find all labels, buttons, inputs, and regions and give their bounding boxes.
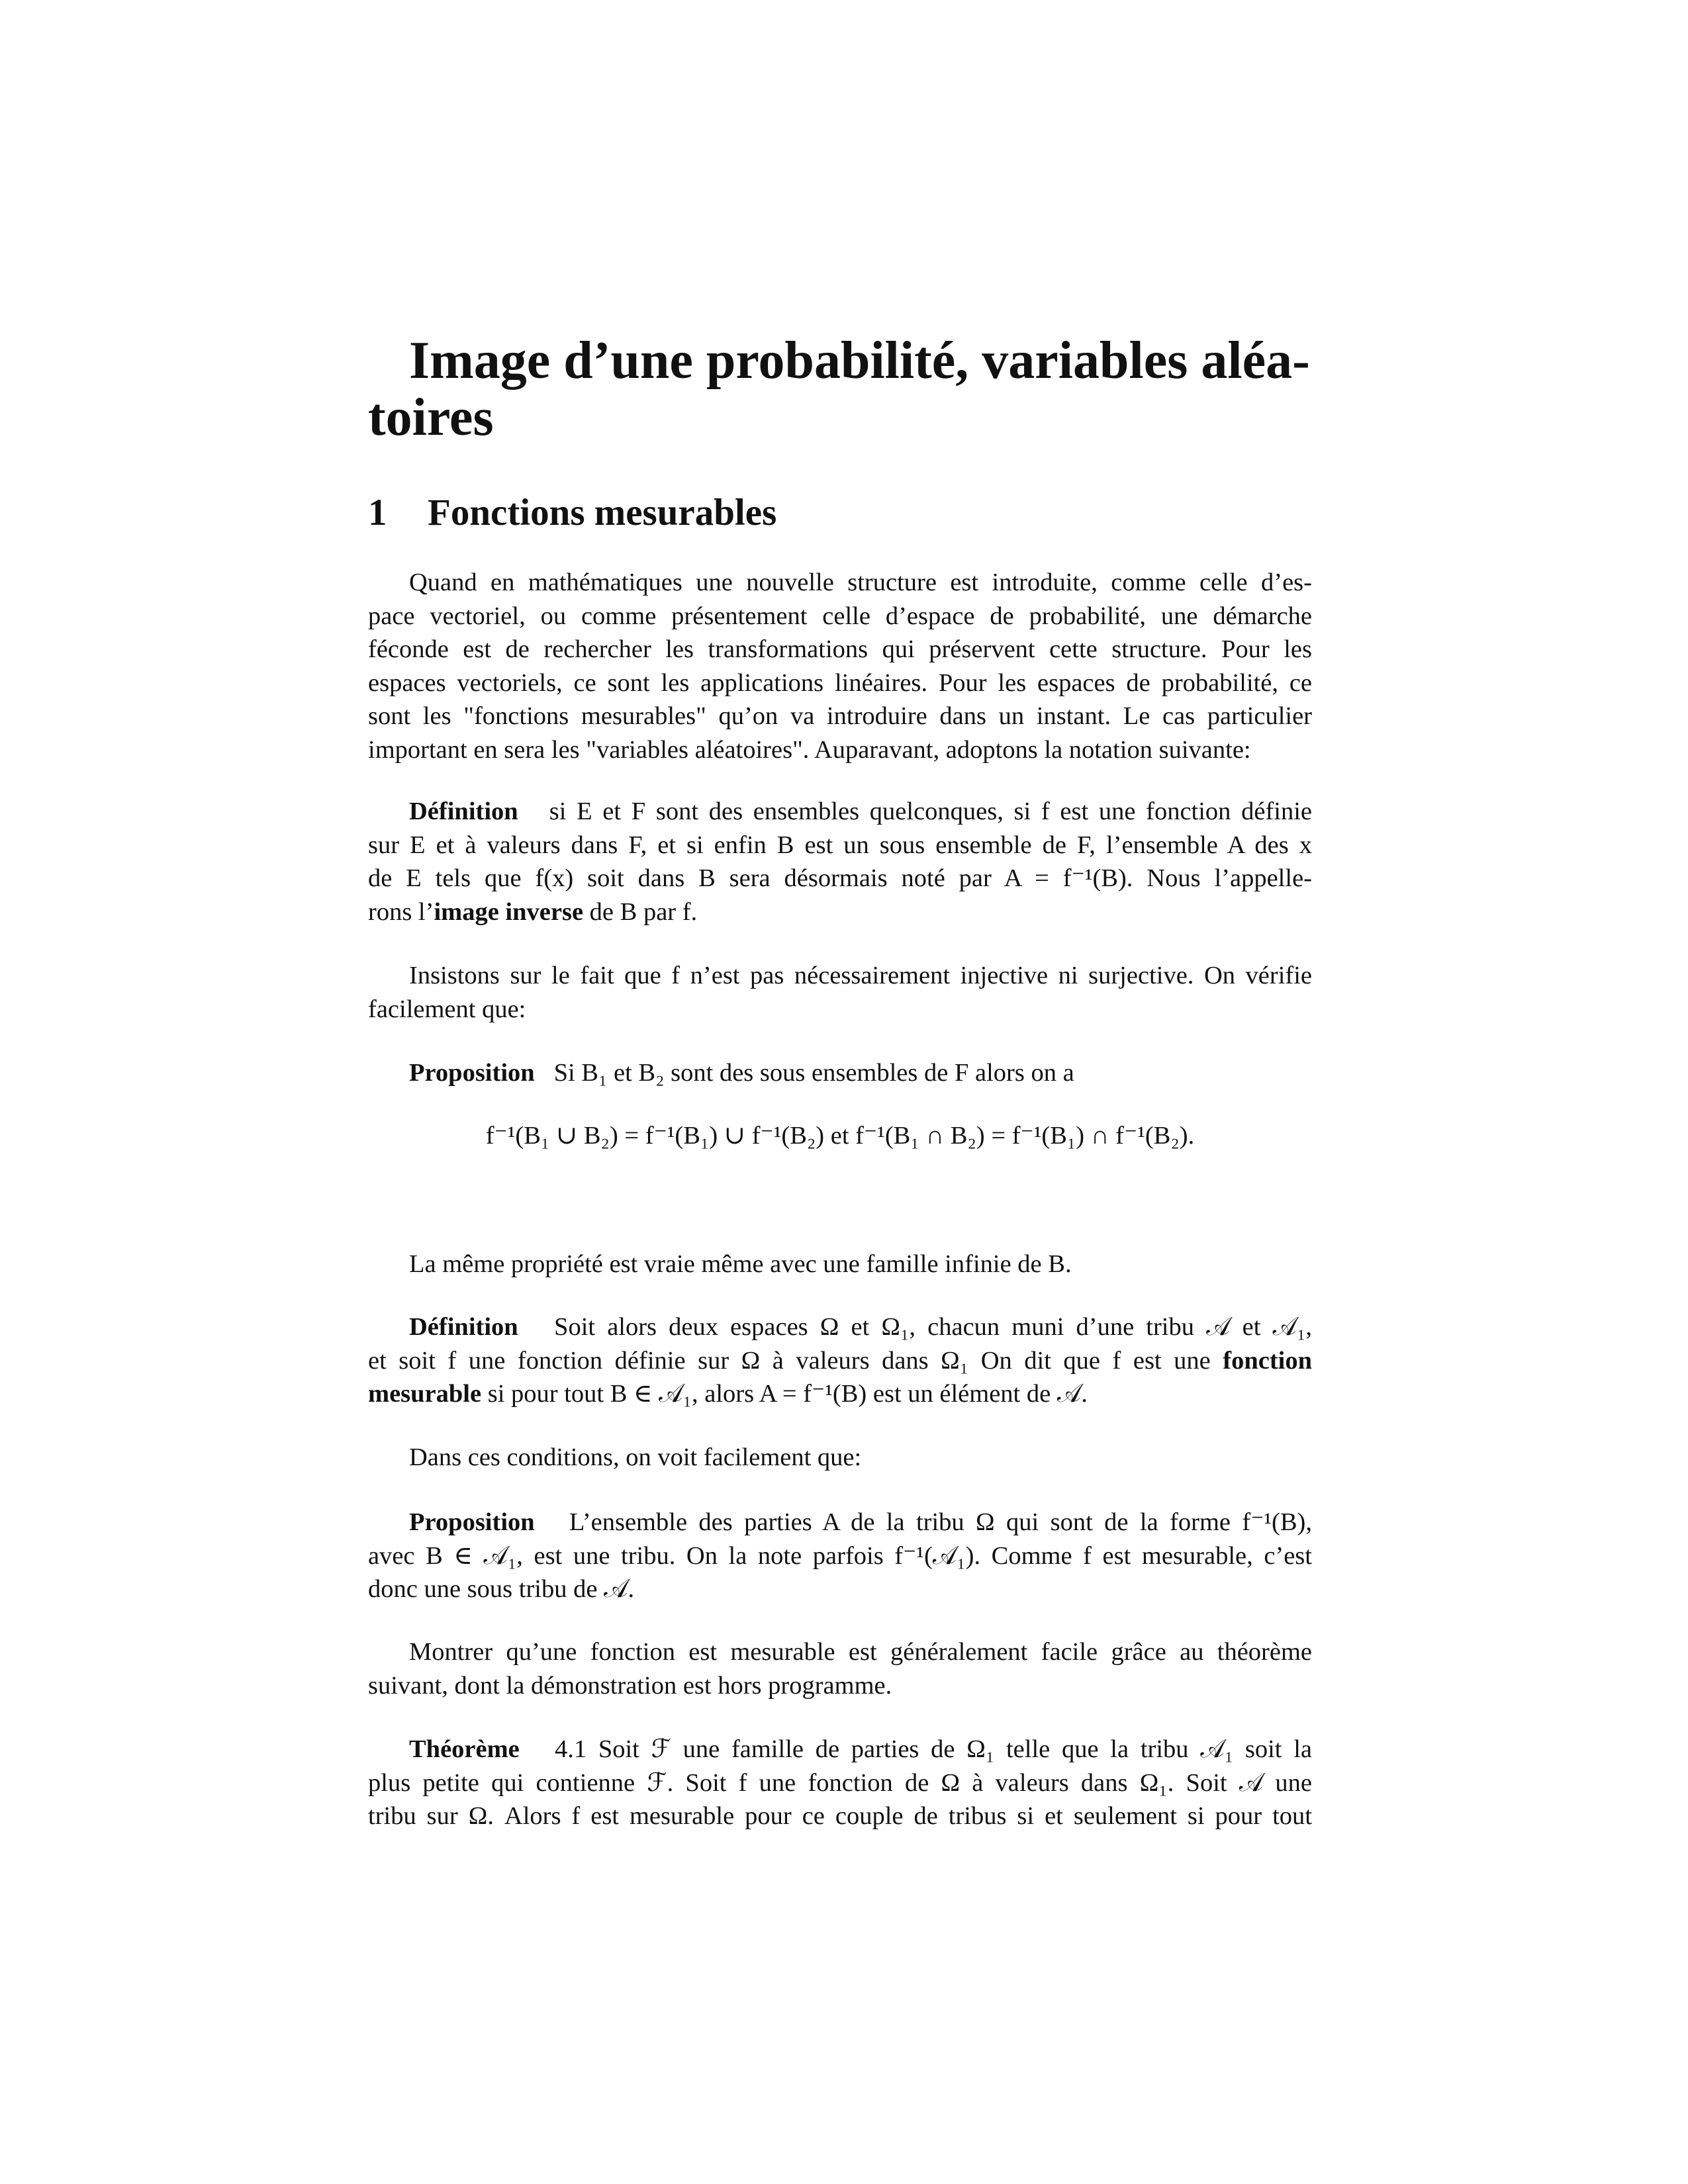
remark-line: Insistons sur le fait que f n’est pas nécessairement injective ni surjective. On vérifie [409, 962, 1312, 989]
definition-inverse-image [368, 795, 1312, 929]
intro-line: Quand en mathématiques une nouvelle structure est introduite, comme celle d’es- [409, 569, 1312, 596]
definition-line: de B par f. [589, 897, 698, 926]
theorem-line: 4.1 Soit ℱ une famille de parties de Ω₁ telle que la tribu 𝒜₁ soit la [554, 1735, 1312, 1763]
definition-line: et soit f une fonction définie sur Ω à valeurs dans Ω₁ On dit que f est une [368, 1346, 1211, 1375]
intro-line: pace vectoriel, ou comme présentement celle d’espace de probabilité, une démarche [368, 602, 1312, 630]
theorem-intro-paragraph [368, 1635, 1312, 1702]
conditions-paragraph [368, 1441, 1312, 1475]
remark-text: La même propriété est vraie même avec une famille infinie de B. [409, 1250, 1072, 1278]
title-line-1: Image d’une probabilité, variables aléa- [409, 332, 1310, 390]
term-fonction: fonction [1223, 1346, 1312, 1375]
definition-line: si E et F sont des ensembles quelconques, si f est une fonction définie [549, 797, 1312, 825]
term-image-inverse: image inverse [434, 897, 584, 926]
paragraph-line: Montrer qu’une fonction est mesurable est généralement facile grâce au théorème [409, 1638, 1312, 1666]
paragraph-line: suivant, dont la démonstration est hors programme. [368, 1671, 892, 1700]
definition-measurable [368, 1310, 1312, 1411]
proposition-label: Proposition [409, 1059, 535, 1087]
section-heading [368, 491, 776, 534]
proposition-equation: f⁻¹(B₁ ∪ B₂) = f⁻¹(B₁) ∪ f⁻¹(B₂) et f⁻¹(B₁ ∩ B₂) = f⁻¹(B₁) ∩ f⁻¹(B₂). [485, 1122, 1195, 1150]
remark-paragraph [368, 959, 1312, 1026]
definition-line: rons l’ [368, 897, 434, 926]
term-mesurable: mesurable [368, 1380, 482, 1408]
definition-line: Soit alors deux espaces Ω et Ω₁, chacun muni d’une tribu 𝒜 et 𝒜₁, [554, 1313, 1312, 1341]
theorem-line: tribu sur Ω. Alors f est mesurable pour ce couple de tribus si et seulement si pour tout [368, 1802, 1312, 1830]
intro-line: important en sera les "variables aléatoires". Auparavant, adoptons la notation suivante: [368, 735, 1251, 764]
theorem-line: plus petite qui contienne ℱ. Soit f une fonction de Ω à valeurs dans Ω₁. Soit 𝒜 une [368, 1768, 1312, 1797]
definition-label: Définition [409, 1313, 518, 1341]
definition-line: sur E et à valeurs dans F, et si enfin B est un sous ensemble de F, l’ensemble A des x [368, 831, 1312, 859]
definition-line: de E tels que f(x) soit dans B sera désormais noté par A = f⁻¹(B). Nous l’appelle- [368, 864, 1312, 892]
remark-line: facilement que: [368, 995, 526, 1023]
intro-paragraph [368, 566, 1312, 766]
infinite-family-remark [368, 1248, 1312, 1281]
intro-line: sont les "fonctions mesurables" qu’on va introduire dans un instant. Le cas particulier [368, 702, 1312, 730]
definition-label: Définition [409, 797, 518, 825]
theorem-4-1 [368, 1733, 1312, 1833]
section-title: Fonctions mesurables [428, 492, 777, 533]
proposition-line: avec B ∈ 𝒜₁, est une tribu. On la note parfois f⁻¹(𝒜₁). Comme f est mesurable, c’est [368, 1541, 1312, 1570]
conditions-text: Dans ces conditions, on voit facilement que: [409, 1443, 862, 1471]
document-title [368, 332, 1361, 447]
theorem-label: Théorème [409, 1735, 520, 1763]
proposition-line: donc une sous tribu de 𝒜. [368, 1575, 635, 1603]
proposition-label: Proposition [409, 1508, 535, 1536]
intro-line: espaces vectoriels, ce sont les applications linéaires. Pour les espaces de probabilité, ce [368, 668, 1312, 697]
definition-line: si pour tout B ∈ 𝒜₁, alors A = f⁻¹(B) est un élément de 𝒜. [487, 1380, 1088, 1408]
proposition-text: Si B₁ et B₂ sont des sous ensembles de F alors on a [553, 1059, 1074, 1087]
section-number: 1 [368, 492, 387, 533]
proposition-1 [368, 1056, 1312, 1090]
intro-line: féconde est de rechercher les transformations qui préservent cette structure. Pour les [368, 635, 1312, 663]
proposition-2 [368, 1506, 1312, 1606]
proposition-line: L’ensemble des parties A de la tribu Ω qui sont de la forme f⁻¹(B), [569, 1508, 1313, 1536]
title-line-2: toires [368, 388, 494, 447]
